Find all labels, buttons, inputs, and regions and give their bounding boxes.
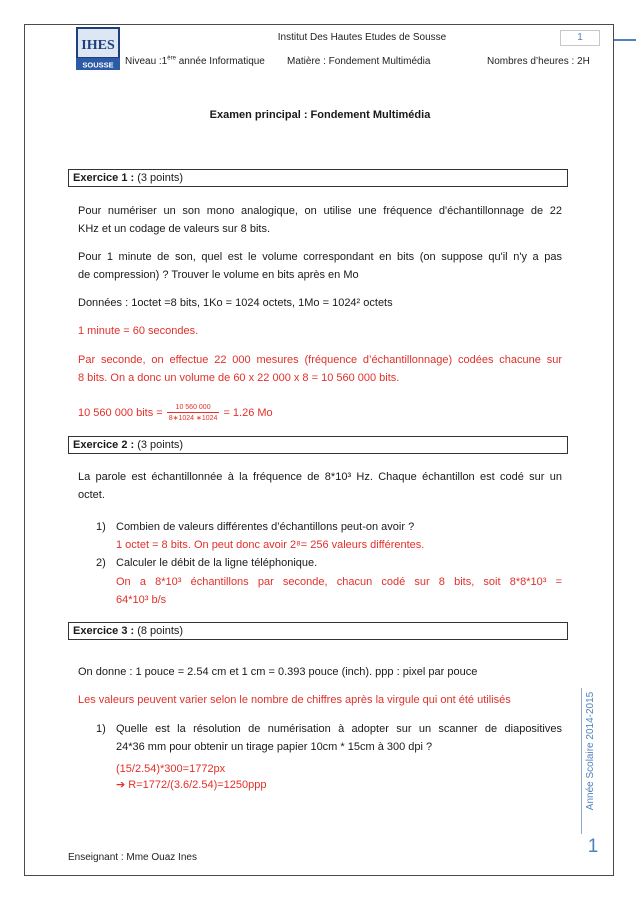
exercise-2-answer-1: 1 octet = 8 bits. On peut donc avoir 2⁸= 256 valeurs différentes. [116, 539, 425, 551]
niveau-label [125, 55, 265, 69]
exercise-3-answer-1: (15/2.54)*300=1772px [116, 763, 226, 775]
niveau-suffix: année Informatique [175, 56, 265, 67]
exercise-1-answer [78, 351, 562, 387]
statement-line: La parole est échantillonnée à la fréquence de 8*10³ Hz. Chaque échantillon est codé sur un [78, 471, 562, 483]
logo-top-text: IHES [81, 38, 115, 53]
institution-name: Institut Des Hautes Etudes de Sousse [277, 32, 447, 43]
exercise-1-statement [78, 202, 562, 238]
sidebar-divider [581, 688, 582, 834]
exercise-1-answer-minute: 1 minute = 60 secondes. [78, 325, 199, 337]
answer-line: 64*10³ b/s [116, 594, 167, 606]
question-line: Pour 1 minute de son, quel est le volume correspondant en bits (on suppose qu'il n'y a pas [78, 251, 562, 263]
exercise-2-header [68, 436, 568, 454]
fraction-numerator: 10 560 000 [175, 404, 211, 411]
question-line: de compression) ? Trouver le volume en bits après en Mo [78, 269, 359, 281]
header-page-number: 1 [560, 30, 600, 46]
statement-line: KHz et un codage de valeurs sur 8 bits. [78, 223, 270, 235]
question-line: 24*36 mm pour obtenir un tirage papier 10cm * 15cm à 300 dpi ? [116, 741, 433, 753]
conversion-rhs: = 1.26 Mo [223, 407, 273, 419]
exercise-3-answer-2 [116, 777, 562, 793]
institution-logo [76, 27, 120, 70]
school-year-label: Année Scolaire 2014-2015 [585, 691, 596, 811]
logo-bottom-text: SOUSSE [82, 60, 114, 70]
exercise-3-given: On donne : 1 pouce = 2.54 cm et 1 cm = 0.393 pouce (inch). ppp : pixel par pouce [78, 666, 478, 678]
exercise-2-statement [78, 468, 562, 504]
conversion-lhs: 10 560 000 bits = [78, 407, 163, 419]
duration-label: Nombres d’heures : 2H [487, 56, 590, 67]
exercise-2-question-1: Combien de valeurs différentes d’échantillons peut-on avoir ? [116, 521, 415, 533]
exercise-2-label: Exercice 2 : [73, 439, 135, 451]
exercise-3-question-1 [116, 720, 562, 756]
exercise-3-header [68, 622, 568, 640]
exercise-1-conversion [78, 401, 273, 425]
statement-line: Pour numériser un son mono analogique, on utilise une fréquence d'échantillonnage de 22 [78, 205, 562, 217]
exercise-1-label: Exercice 1 : [73, 172, 135, 184]
answer-line: 8 bits. On a donc un volume de 60 x 22 000 x 8 = 10 560 000 bits. [78, 372, 400, 384]
arrow-answer: R=1772/(3.6/2.54)=1250ppp [125, 779, 267, 791]
niveau-prefix: Niveau :1 [125, 56, 168, 67]
statement-line: octet. [78, 489, 105, 501]
exercise-1-points: (3 points) [134, 172, 184, 184]
matiere-label: Matière : Fondement Multimédia [287, 56, 431, 67]
arrow-icon: ➔ [116, 778, 126, 791]
question-marker: 1) [96, 723, 106, 735]
exercise-2-answer-2 [116, 573, 562, 609]
question-marker: 1) [96, 521, 106, 533]
exercise-2-question-2: Calculer le débit de la ligne téléphonique. [116, 557, 318, 569]
fraction-denominator: 8∗1024 ∗1024 [167, 412, 220, 423]
exercise-1-question [78, 248, 562, 284]
exercise-1-data: Données : 1octet =8 bits, 1Ko = 1024 octets, 1Mo = 1024² octets [78, 297, 393, 309]
page-title: Examen principal : Fondement Multimédia [209, 109, 431, 121]
answer-line: On a 8*10³ échantillons par seconde, chacun codé sur 8 bits, soit 8*8*10³ = [116, 576, 562, 588]
exercise-3-note: Les valeurs peuvent varier selon le nombre de chiffres après la virgule qui ont été utilisés [78, 694, 511, 706]
niveau-superscript: ère [167, 55, 176, 62]
conversion-fraction [167, 403, 220, 423]
exercise-1-header [68, 169, 568, 187]
exercise-2-points: (3 points) [134, 439, 184, 451]
teacher-name: Enseignant : Mme Ouaz Ines [68, 852, 197, 863]
answer-line: Par seconde, on effectue 22 000 mesures (fréquence d’échantillonnage) codées chacune sur [78, 354, 562, 366]
question-marker: 2) [96, 557, 106, 569]
footer-page-number: 1 [587, 836, 599, 857]
header-accent-bar [614, 39, 636, 41]
exercise-3-label: Exercice 3 : [73, 625, 135, 637]
exercise-3-points: (8 points) [134, 625, 184, 637]
question-line: Quelle est la résolution de numérisation à adopter sur un scanner de diapositives [116, 723, 562, 735]
